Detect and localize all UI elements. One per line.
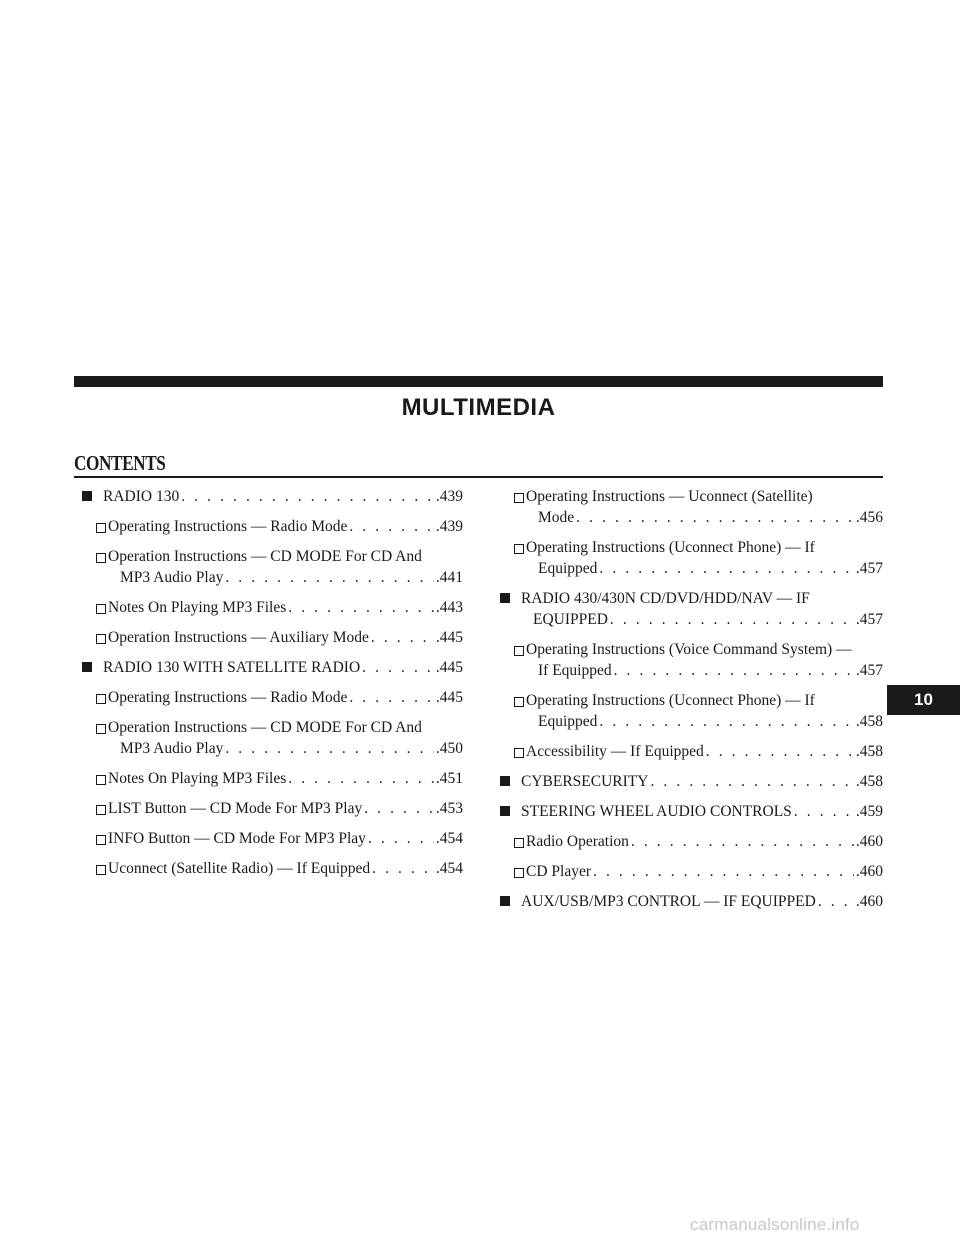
toc-entry-title: Operating Instructions (Voice Command System) — xyxy=(526,641,852,658)
toc-page-number: .458 xyxy=(855,713,883,730)
open-square-bullet-icon xyxy=(96,805,106,815)
toc-page-number: .443 xyxy=(435,599,463,616)
filled-square-bullet-icon xyxy=(82,491,92,501)
dot-leader xyxy=(614,660,854,681)
toc-entry-title: Operating Instructions (Uconnect Phone) — If xyxy=(526,692,815,709)
open-square-bullet-icon xyxy=(96,604,106,614)
toc-page-number: .445 xyxy=(435,689,463,706)
watermark: carmanualsonline.info xyxy=(690,1215,860,1234)
open-square-bullet-icon xyxy=(96,523,106,533)
dot-leader xyxy=(610,609,854,630)
dot-leader xyxy=(288,768,434,789)
toc-entry-title: Operation Instructions — CD MODE For CD And xyxy=(108,548,422,565)
toc-section-entry[interactable] xyxy=(500,771,883,792)
dot-leader xyxy=(599,711,853,732)
filled-square-bullet-icon xyxy=(500,593,510,603)
toc-entry-title: RADIO 130 WITH SATELLITE RADIO xyxy=(103,659,361,676)
open-square-bullet-icon xyxy=(514,493,524,503)
dot-leader xyxy=(225,738,434,759)
toc-section-entry[interactable] xyxy=(500,891,883,912)
toc-entry-title: Operation Instructions — CD MODE For CD And xyxy=(108,719,422,736)
dot-leader xyxy=(576,507,854,528)
open-square-bullet-icon xyxy=(96,865,106,875)
open-square-bullet-icon xyxy=(96,634,106,644)
toc-subsection-entry[interactable] xyxy=(82,516,463,537)
toc-page-number: .441 xyxy=(435,569,463,586)
toc-entry-title: MP3 Audio Play xyxy=(120,740,224,757)
open-square-bullet-icon xyxy=(96,724,106,734)
toc-section-entry[interactable] xyxy=(82,657,463,678)
toc-page-number: .454 xyxy=(435,830,463,847)
toc-entry-title: Equipped xyxy=(538,713,598,730)
toc-entry-title: INFO Button — CD Mode For MP3 Play xyxy=(108,830,366,847)
dot-leader xyxy=(706,741,854,762)
toc-entry-title: Notes On Playing MP3 Files xyxy=(108,770,287,787)
toc-page-number: .458 xyxy=(855,773,883,790)
toc-page-number: .450 xyxy=(435,740,463,757)
toc-entry-title: CYBERSECURITY xyxy=(521,773,649,790)
toc-subsection-entry[interactable] xyxy=(500,831,883,852)
toc-entry-title: CD Player xyxy=(526,863,592,880)
open-square-bullet-icon xyxy=(96,553,106,563)
toc-subsection-entry[interactable] xyxy=(500,486,883,528)
toc-entry-title: AUX/USB/MP3 CONTROL — IF EQUIPPED xyxy=(521,893,816,910)
toc-subsection-entry[interactable] xyxy=(82,687,463,708)
toc-page-number: .451 xyxy=(435,770,463,787)
toc-subsection-entry[interactable] xyxy=(82,717,463,759)
toc-page-number: .460 xyxy=(855,863,883,880)
open-square-bullet-icon xyxy=(514,838,524,848)
toc-page-number: .457 xyxy=(855,611,883,628)
toc-subsection-entry[interactable] xyxy=(82,828,463,849)
toc-entry-title: Accessibility — If Equipped xyxy=(526,743,704,760)
filled-square-bullet-icon xyxy=(500,896,510,906)
toc-subsection-entry[interactable] xyxy=(500,741,883,762)
toc-entry-title: Mode xyxy=(538,509,575,526)
chapter-top-rule xyxy=(74,376,883,387)
toc-entry-title: Operating Instructions — Radio Mode xyxy=(108,518,348,535)
toc-subsection-entry[interactable] xyxy=(500,639,883,681)
open-square-bullet-icon xyxy=(514,646,524,656)
toc-subsection-entry[interactable] xyxy=(500,861,883,882)
open-square-bullet-icon xyxy=(514,748,524,758)
dot-leader xyxy=(593,861,854,882)
dot-leader xyxy=(362,657,434,678)
dot-leader xyxy=(225,567,434,588)
contents-rule xyxy=(74,476,883,478)
toc-entry-title: RADIO 130 xyxy=(103,488,180,505)
toc-page-number: .457 xyxy=(855,662,883,679)
dot-leader xyxy=(650,771,853,792)
filled-square-bullet-icon xyxy=(500,806,510,816)
toc-section-entry[interactable] xyxy=(82,486,463,507)
open-square-bullet-icon xyxy=(96,694,106,704)
toc-subsection-entry[interactable] xyxy=(500,537,883,579)
dot-leader xyxy=(349,687,434,708)
toc-entry-title: Radio Operation xyxy=(526,833,629,850)
open-square-bullet-icon xyxy=(514,868,524,878)
dot-leader xyxy=(599,558,853,579)
dot-leader xyxy=(818,891,854,912)
toc-entry-title: MP3 Audio Play xyxy=(120,569,224,586)
toc-entry-title: Uconnect (Satellite Radio) — If Equipped xyxy=(108,860,371,877)
toc-page-number: .439 xyxy=(435,518,463,535)
toc-section-entry[interactable] xyxy=(500,588,883,630)
dot-leader xyxy=(371,627,434,648)
chapter-title: MULTIMEDIA xyxy=(401,394,556,421)
toc-page-number: .460 xyxy=(855,833,883,850)
toc-page-number: .454 xyxy=(435,860,463,877)
toc-entry-title: Operating Instructions — Radio Mode xyxy=(108,689,348,706)
toc-subsection-entry[interactable] xyxy=(82,627,463,648)
toc-page-number: .457 xyxy=(855,560,883,577)
toc-subsection-entry[interactable] xyxy=(500,690,883,732)
dot-leader xyxy=(794,801,854,822)
toc-page-number: .456 xyxy=(855,509,883,526)
toc-entry-title: RADIO 430/430N CD/DVD/HDD/NAV — IF xyxy=(521,590,810,607)
toc-page-number: .439 xyxy=(435,488,463,505)
toc-subsection-entry[interactable] xyxy=(82,597,463,618)
toc-page-number: .453 xyxy=(435,800,463,817)
toc-entry-title: Equipped xyxy=(538,560,598,577)
toc-subsection-entry[interactable] xyxy=(82,798,463,819)
toc-page-number: .445 xyxy=(435,629,463,646)
toc-section-entry[interactable] xyxy=(500,801,883,822)
contents-heading: CONTENTS xyxy=(74,451,166,475)
filled-square-bullet-icon xyxy=(500,776,510,786)
open-square-bullet-icon xyxy=(96,775,106,785)
dot-leader xyxy=(288,597,434,618)
dot-leader xyxy=(364,798,434,819)
toc-page-number: .445 xyxy=(435,659,463,676)
dot-leader xyxy=(372,858,434,879)
toc-entry-title: Notes On Playing MP3 Files xyxy=(108,599,287,616)
toc-subsection-entry[interactable] xyxy=(82,858,463,879)
toc-entry-title: STEERING WHEEL AUDIO CONTROLS xyxy=(521,803,792,820)
dot-leader xyxy=(368,828,434,849)
chapter-tab[interactable]: 10 xyxy=(887,685,960,715)
toc-entry-title: LIST Button — CD Mode For MP3 Play xyxy=(108,800,363,817)
toc-entry-title: Operating Instructions (Uconnect Phone) — If xyxy=(526,539,815,556)
dot-leader xyxy=(181,486,434,507)
toc-right-column xyxy=(500,486,883,921)
toc-subsection-entry[interactable] xyxy=(82,768,463,789)
dot-leader xyxy=(631,831,854,852)
toc-left-column xyxy=(82,486,463,888)
toc-page-number: .460 xyxy=(855,893,883,910)
toc-subsection-entry[interactable] xyxy=(82,546,463,588)
toc-entry-title: Operating Instructions — Uconnect (Satellite) xyxy=(526,488,813,505)
filled-square-bullet-icon xyxy=(82,662,92,672)
toc-page-number: .458 xyxy=(855,743,883,760)
toc-entry-title: If Equipped xyxy=(538,662,612,679)
open-square-bullet-icon xyxy=(514,697,524,707)
dot-leader xyxy=(349,516,434,537)
toc-page-number: .459 xyxy=(855,803,883,820)
toc-entry-title: Operation Instructions — Auxiliary Mode xyxy=(108,629,369,646)
open-square-bullet-icon xyxy=(96,835,106,845)
open-square-bullet-icon xyxy=(514,544,524,554)
toc-entry-title: EQUIPPED xyxy=(533,611,608,628)
